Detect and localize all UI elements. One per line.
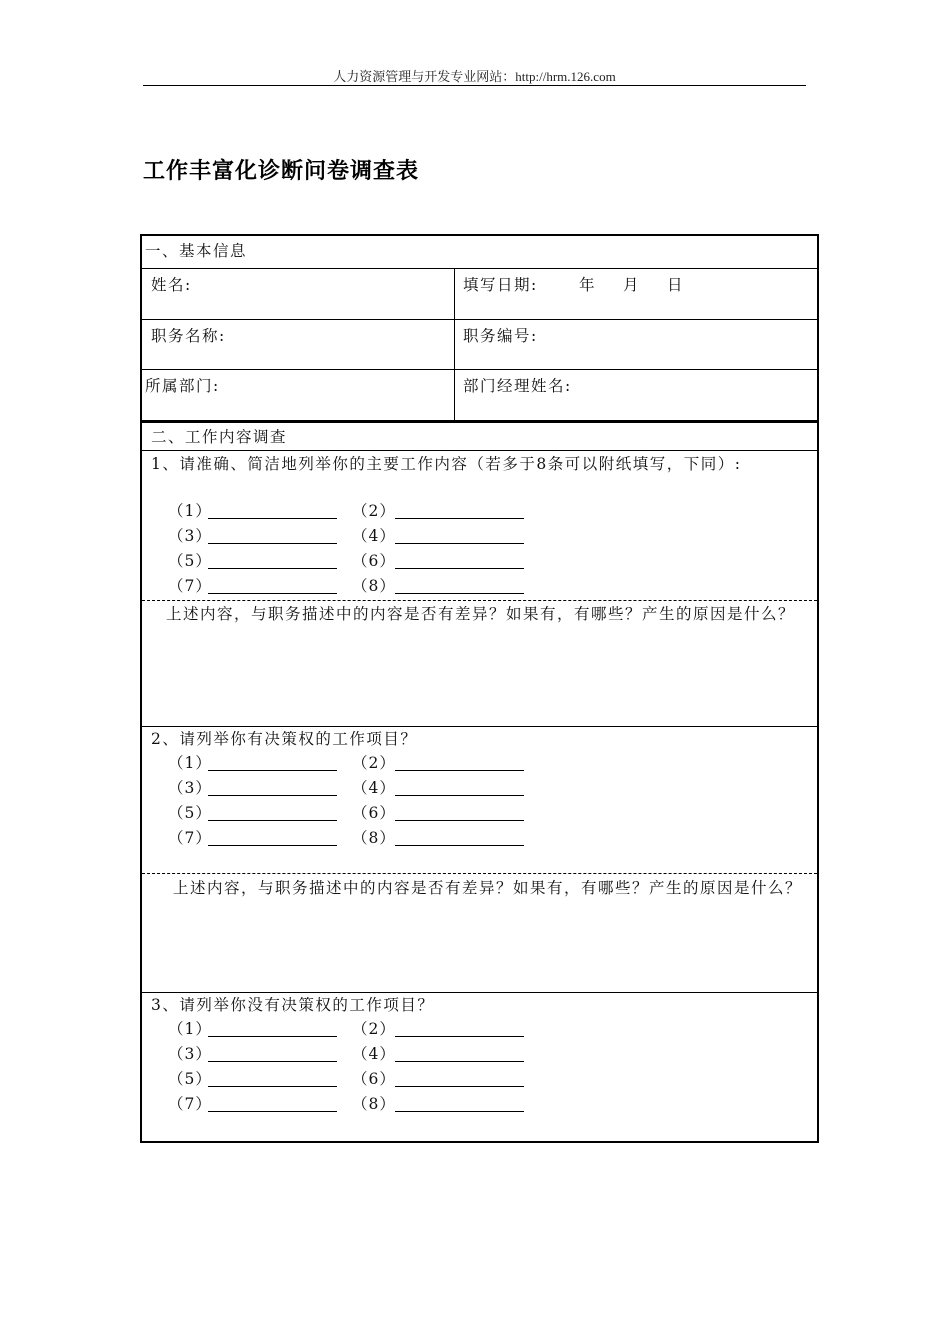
item-number: （8）	[352, 829, 396, 847]
basic-info-table	[140, 234, 819, 422]
basic-info-heading: 一、基本信息	[145, 242, 248, 260]
question-2-followup: 上述内容，与职务描述中的内容是否有差异？如果有，有哪些？产生的原因是什么？	[173, 879, 803, 897]
answer-blank[interactable]	[208, 795, 337, 796]
item-number: （6）	[352, 1070, 396, 1088]
job-code-label: 职务编号:	[463, 327, 538, 345]
answer-blank[interactable]	[395, 518, 524, 519]
dashed-divider	[142, 600, 817, 601]
date-label: 填写日期:	[463, 276, 538, 294]
question-3: 3、请列举你没有决策权的工作项目？	[151, 996, 435, 1014]
answer-blank[interactable]	[395, 568, 524, 569]
item-number: （2）	[352, 502, 396, 520]
item-number: （5）	[168, 1070, 212, 1088]
answer-blank[interactable]	[208, 593, 337, 594]
job-title-label: 职务名称:	[151, 327, 226, 345]
item-number: （7）	[168, 829, 212, 847]
answer-blank[interactable]	[208, 568, 337, 569]
divider	[142, 319, 817, 320]
answer-blank[interactable]	[208, 1036, 337, 1037]
answer-blank[interactable]	[395, 1086, 524, 1087]
document-title: 工作丰富化诊断问卷调查表	[143, 159, 420, 184]
question-1-followup: 上述内容，与职务描述中的内容是否有差异？如果有，有哪些？产生的原因是什么？	[166, 605, 796, 623]
answer-blank[interactable]	[208, 770, 337, 771]
item-number: （3）	[168, 527, 212, 545]
manager-name-label: 部门经理姓名:	[463, 377, 572, 395]
item-number: （6）	[352, 804, 396, 822]
answer-blank[interactable]	[395, 593, 524, 594]
answer-blank[interactable]	[395, 1061, 524, 1062]
work-content-heading: 二、工作内容调查	[151, 428, 288, 446]
item-number: （7）	[168, 577, 212, 595]
item-number: （5）	[168, 804, 212, 822]
item-number: （4）	[352, 1045, 396, 1063]
item-number: （1）	[168, 1020, 212, 1038]
answer-blank[interactable]	[395, 1111, 524, 1112]
answer-blank[interactable]	[395, 795, 524, 796]
date-month-label: 月	[623, 276, 641, 294]
item-number: （8）	[352, 577, 396, 595]
item-number: （6）	[352, 552, 396, 570]
department-label: 所属部门:	[145, 377, 220, 395]
name-label: 姓名:	[151, 276, 192, 294]
item-number: （4）	[352, 527, 396, 545]
divider	[142, 268, 817, 269]
answer-blank[interactable]	[208, 543, 337, 544]
question-2: 2、请列举你有决策权的工作项目？	[151, 730, 418, 748]
question-1: 1、请准确、简洁地列举你的主要工作内容（若多于8条可以附纸填写，下同）:	[151, 455, 742, 473]
column-divider	[454, 268, 455, 420]
item-number: （3）	[168, 779, 212, 797]
work-content-table	[140, 421, 819, 1143]
answer-blank[interactable]	[395, 845, 524, 846]
answer-blank[interactable]	[208, 518, 337, 519]
date-year-label: 年	[579, 276, 597, 294]
item-number: （2）	[352, 754, 396, 772]
item-number: （8）	[352, 1095, 396, 1113]
answer-blank[interactable]	[395, 820, 524, 821]
item-number: （5）	[168, 552, 212, 570]
answer-blank[interactable]	[208, 1086, 337, 1087]
answer-blank[interactable]	[208, 820, 337, 821]
answer-blank[interactable]	[208, 1111, 337, 1112]
item-number: （1）	[168, 754, 212, 772]
site-header: 人力资源管理与开发专业网站：http://hrm.126.com	[333, 69, 616, 84]
questionnaire-form	[140, 234, 819, 1143]
divider	[142, 450, 817, 451]
item-number: （2）	[352, 1020, 396, 1038]
answer-blank[interactable]	[395, 1036, 524, 1037]
item-number: （4）	[352, 779, 396, 797]
dashed-divider	[142, 873, 817, 874]
divider	[142, 369, 817, 370]
header-rule	[143, 85, 806, 86]
item-number: （3）	[168, 1045, 212, 1063]
answer-blank[interactable]	[208, 1061, 337, 1062]
item-number: （7）	[168, 1095, 212, 1113]
answer-blank[interactable]	[395, 770, 524, 771]
item-number: （1）	[168, 502, 212, 520]
date-day-label: 日	[667, 276, 685, 294]
answer-blank[interactable]	[208, 845, 337, 846]
answer-blank[interactable]	[395, 543, 524, 544]
